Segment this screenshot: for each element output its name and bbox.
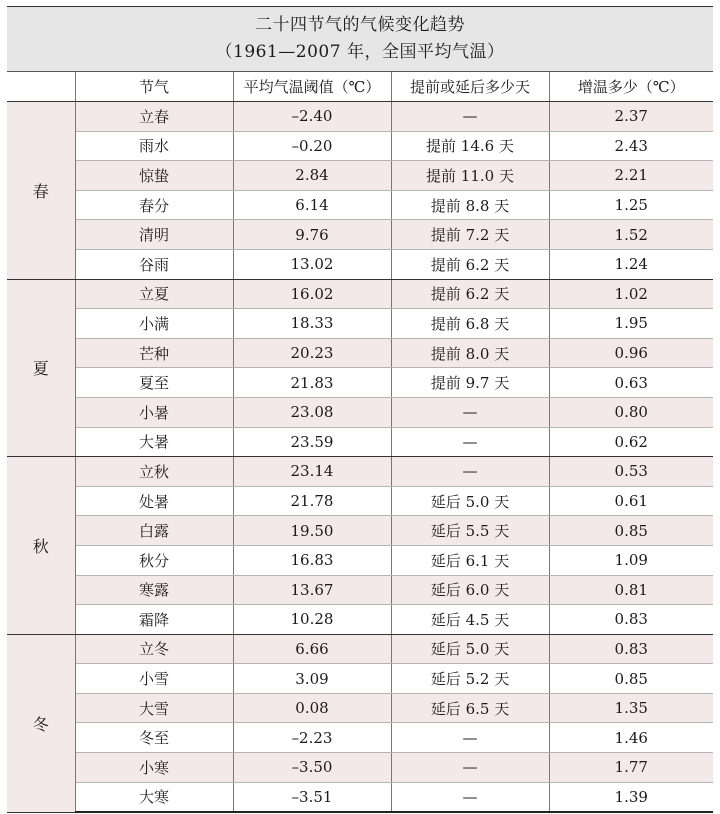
shift-days-cell: 延后 5.0 天 [391, 486, 549, 516]
term-cell: 大雪 [75, 693, 233, 723]
table-subtitle: （1961—2007 年，全国平均气温） [215, 42, 505, 62]
header-warming: 增温多少（℃） [549, 72, 713, 102]
term-cell: 寒露 [75, 575, 233, 605]
warming-cell: 0.85 [549, 664, 713, 694]
temp-threshold-cell: –2.23 [233, 723, 391, 753]
warming-cell: 1.02 [549, 279, 713, 309]
temp-threshold-cell: 18.33 [233, 309, 391, 339]
warming-cell: 2.37 [549, 102, 713, 132]
warming-cell: 1.09 [549, 545, 713, 575]
warming-cell: 0.85 [549, 516, 713, 546]
shift-days-cell: 提前 6.2 天 [391, 279, 549, 309]
warming-cell: 0.96 [549, 338, 713, 368]
temp-threshold-cell: 2.84 [233, 161, 391, 191]
term-cell: 小暑 [75, 397, 233, 427]
temp-threshold-cell: 21.83 [233, 368, 391, 398]
shift-days-cell: 延后 5.0 天 [391, 634, 549, 664]
term-cell: 大寒 [75, 782, 233, 812]
shift-days-cell: — [391, 782, 549, 812]
term-cell: 白露 [75, 516, 233, 546]
term-cell: 秋分 [75, 545, 233, 575]
term-cell: 立夏 [75, 279, 233, 309]
term-cell: 立冬 [75, 634, 233, 664]
shift-days-cell: — [391, 723, 549, 753]
table-row [7, 249, 713, 279]
table-row [7, 397, 713, 427]
shift-days-cell: 提前 7.2 天 [391, 220, 549, 250]
solar-terms-table-figure [7, 6, 713, 813]
table-caption [7, 6, 713, 72]
warming-cell: 0.81 [549, 575, 713, 605]
warming-cell: 0.63 [549, 368, 713, 398]
warming-cell: 1.25 [549, 190, 713, 220]
season-label: 冬 [7, 634, 75, 812]
temp-threshold-cell: –2.40 [233, 102, 391, 132]
warming-cell: 0.62 [549, 427, 713, 457]
table-row [7, 545, 713, 575]
season-label: 夏 [7, 279, 75, 457]
shift-days-cell: — [391, 457, 549, 487]
warming-cell: 1.95 [549, 309, 713, 339]
temp-threshold-cell: 6.14 [233, 190, 391, 220]
temp-threshold-cell: 16.83 [233, 545, 391, 575]
term-cell: 清明 [75, 220, 233, 250]
term-cell: 处暑 [75, 486, 233, 516]
table-row [7, 575, 713, 605]
table-row [7, 516, 713, 546]
temp-threshold-cell: 19.50 [233, 516, 391, 546]
table-row [7, 131, 713, 161]
temp-threshold-cell: 20.23 [233, 338, 391, 368]
temp-threshold-cell: 16.02 [233, 279, 391, 309]
table-title: 二十四节气的气候变化趋势 [255, 15, 465, 35]
shift-days-cell: 提前 9.7 天 [391, 368, 549, 398]
temp-threshold-cell: 6.66 [233, 634, 391, 664]
table-row [7, 634, 713, 664]
warming-cell: 0.83 [549, 634, 713, 664]
term-cell: 霜降 [75, 605, 233, 635]
warming-cell: 1.35 [549, 693, 713, 723]
shift-days-cell: 延后 5.5 天 [391, 516, 549, 546]
temp-threshold-cell: 23.59 [233, 427, 391, 457]
warming-cell: 1.46 [549, 723, 713, 753]
table-row [7, 338, 713, 368]
table-row [7, 457, 713, 487]
term-cell: 立秋 [75, 457, 233, 487]
temp-threshold-cell: 10.28 [233, 605, 391, 635]
shift-days-cell: — [391, 427, 549, 457]
term-cell: 小雪 [75, 664, 233, 694]
warming-cell: 1.77 [549, 753, 713, 783]
solar-terms-table [7, 72, 713, 813]
table-row [7, 427, 713, 457]
term-cell: 小寒 [75, 753, 233, 783]
temp-threshold-cell: 23.08 [233, 397, 391, 427]
temp-threshold-cell: –3.51 [233, 782, 391, 812]
table-row [7, 368, 713, 398]
term-cell: 雨水 [75, 131, 233, 161]
header-temp: 平均气温阈值（℃） [233, 72, 391, 102]
term-cell: 大暑 [75, 427, 233, 457]
season-label: 春 [7, 102, 75, 280]
table-row [7, 190, 713, 220]
header-row [7, 72, 713, 102]
shift-days-cell: 提前 8.0 天 [391, 338, 549, 368]
warming-cell: 0.61 [549, 486, 713, 516]
table-body [7, 102, 713, 813]
warming-cell: 0.53 [549, 457, 713, 487]
warming-cell: 1.39 [549, 782, 713, 812]
shift-days-cell: — [391, 102, 549, 132]
temp-threshold-cell: 3.09 [233, 664, 391, 694]
shift-days-cell: — [391, 397, 549, 427]
term-cell: 春分 [75, 190, 233, 220]
shift-days-cell: 提前 14.6 天 [391, 131, 549, 161]
temp-threshold-cell: 21.78 [233, 486, 391, 516]
warming-cell: 0.83 [549, 605, 713, 635]
warming-cell: 1.52 [549, 220, 713, 250]
warming-cell: 2.21 [549, 161, 713, 191]
table-row [7, 693, 713, 723]
season-label: 秋 [7, 457, 75, 635]
warming-cell: 2.43 [549, 131, 713, 161]
term-cell: 芒种 [75, 338, 233, 368]
table-row [7, 279, 713, 309]
shift-days-cell: 延后 6.5 天 [391, 693, 549, 723]
header-shift: 提前或延后多少天 [391, 72, 549, 102]
temp-threshold-cell: –0.20 [233, 131, 391, 161]
table-row [7, 782, 713, 812]
temp-threshold-cell: 13.02 [233, 249, 391, 279]
table-row [7, 161, 713, 191]
table-row [7, 605, 713, 635]
term-cell: 小满 [75, 309, 233, 339]
table-row [7, 664, 713, 694]
shift-days-cell: 提前 6.2 天 [391, 249, 549, 279]
table-row [7, 753, 713, 783]
term-cell: 谷雨 [75, 249, 233, 279]
table-row [7, 723, 713, 753]
shift-days-cell: 延后 4.5 天 [391, 605, 549, 635]
term-cell: 惊蛰 [75, 161, 233, 191]
shift-days-cell: 提前 8.8 天 [391, 190, 549, 220]
shift-days-cell: 延后 5.2 天 [391, 664, 549, 694]
shift-days-cell: — [391, 753, 549, 783]
warming-cell: 0.80 [549, 397, 713, 427]
term-cell: 立春 [75, 102, 233, 132]
shift-days-cell: 延后 6.0 天 [391, 575, 549, 605]
header-term: 节气 [75, 72, 233, 102]
table-row [7, 309, 713, 339]
temp-threshold-cell: –3.50 [233, 753, 391, 783]
term-cell: 冬至 [75, 723, 233, 753]
shift-days-cell: 延后 6.1 天 [391, 545, 549, 575]
table-row [7, 220, 713, 250]
shift-days-cell: 提前 11.0 天 [391, 161, 549, 191]
table-row [7, 102, 713, 132]
term-cell: 夏至 [75, 368, 233, 398]
warming-cell: 1.24 [549, 249, 713, 279]
table-row [7, 486, 713, 516]
temp-threshold-cell: 13.67 [233, 575, 391, 605]
temp-threshold-cell: 9.76 [233, 220, 391, 250]
header-season [7, 72, 75, 102]
temp-threshold-cell: 0.08 [233, 693, 391, 723]
shift-days-cell: 提前 6.8 天 [391, 309, 549, 339]
temp-threshold-cell: 23.14 [233, 457, 391, 487]
